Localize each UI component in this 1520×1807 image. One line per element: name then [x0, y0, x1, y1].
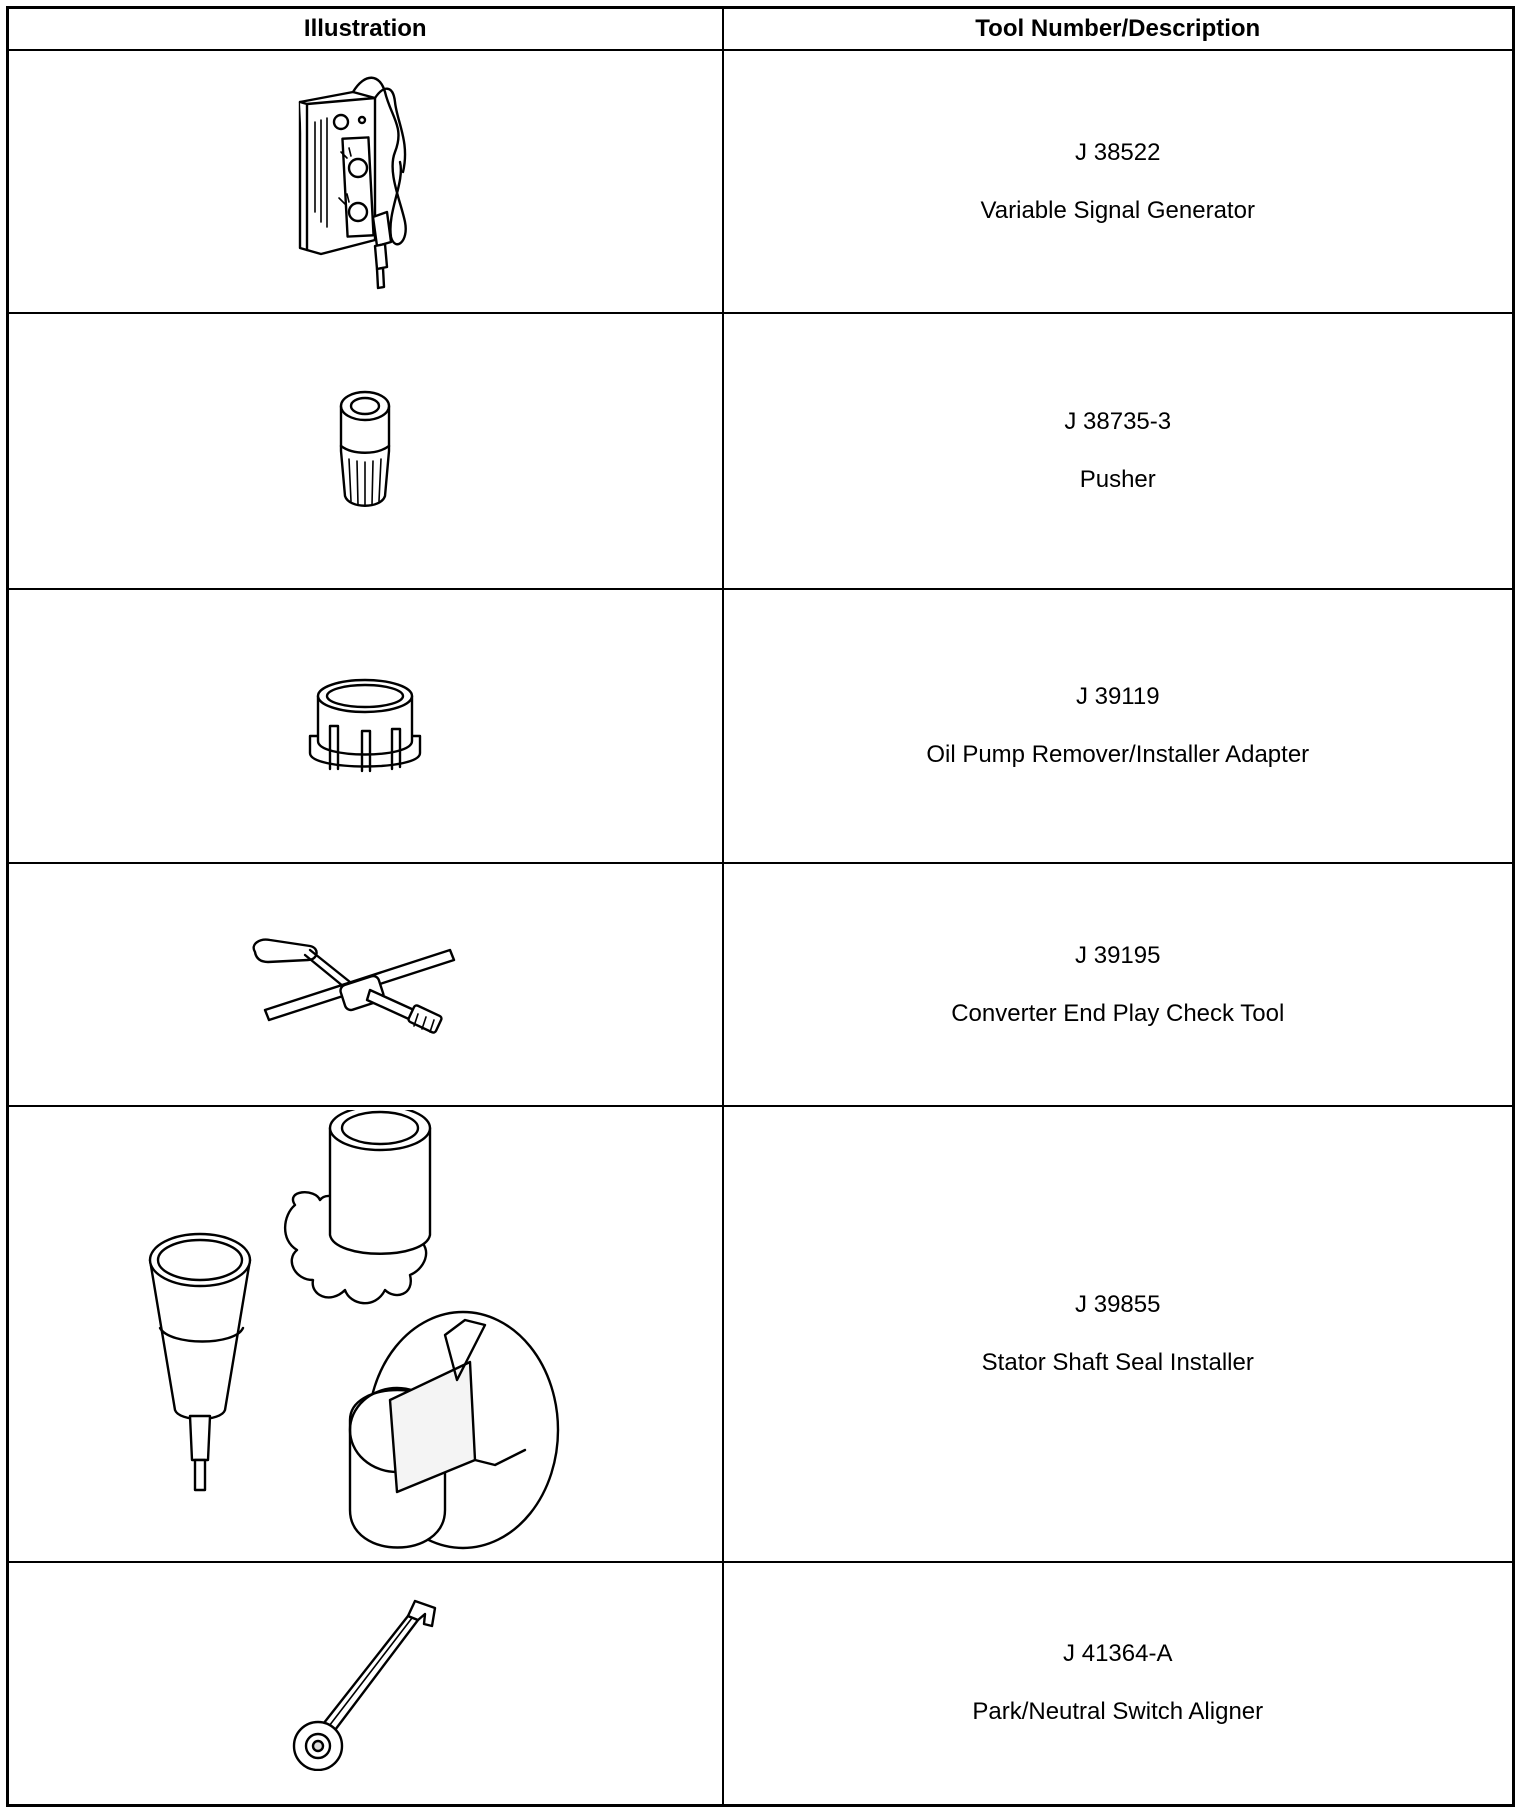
- signal-generator-icon: [255, 62, 475, 302]
- table-row: [8, 863, 1514, 1106]
- end-play-tool-icon: [250, 930, 480, 1040]
- tool-description: Oil Pump Remover/Installer Adapter: [926, 741, 1310, 768]
- description-cell: [723, 863, 1514, 1106]
- tool-description: Pusher: [1079, 466, 1156, 493]
- description-cell: [723, 313, 1514, 589]
- table-row: [8, 589, 1514, 863]
- tool-number: J 39195: [1075, 941, 1161, 969]
- tool-number: J 39119: [1075, 683, 1160, 710]
- tool-number: J 38522: [1075, 138, 1161, 166]
- illustration-cell: [8, 589, 723, 863]
- illustration-cell: [8, 863, 723, 1106]
- header-illustration: Illustration: [8, 8, 723, 51]
- description-cell: [723, 1106, 1514, 1562]
- tool-number: J 38735-3: [1064, 408, 1172, 435]
- table-row: [8, 50, 1514, 313]
- description-cell: [723, 1562, 1514, 1805]
- tool-number: J 39855: [1075, 1291, 1161, 1318]
- tool-table: [6, 6, 1515, 1807]
- tool-description: Stator Shaft Seal Installer: [981, 1349, 1254, 1376]
- table-row: [8, 1106, 1514, 1562]
- tool-number: J 41364-A: [1063, 1640, 1173, 1668]
- illustration-cell: [8, 1562, 723, 1805]
- switch-aligner-icon: [290, 1596, 440, 1771]
- seal-installer-icon: [145, 1110, 585, 1558]
- header-row: [8, 8, 1514, 51]
- tool-description: Converter End Play Check Tool: [951, 999, 1285, 1027]
- table-row: [8, 1562, 1514, 1805]
- adapter-icon: [300, 671, 430, 781]
- description-cell: [723, 589, 1514, 863]
- description-cell: [723, 50, 1514, 313]
- illustration-cell: [8, 313, 723, 589]
- illustration-cell: [8, 50, 723, 313]
- header-tool-number-description: Tool Number/Description: [723, 8, 1514, 51]
- tool-description: Variable Signal Generator: [980, 196, 1255, 224]
- table-row: [8, 313, 1514, 589]
- tool-description: Park/Neutral Switch Aligner: [972, 1698, 1264, 1726]
- illustration-cell: [8, 1106, 723, 1562]
- pusher-icon: [325, 381, 405, 521]
